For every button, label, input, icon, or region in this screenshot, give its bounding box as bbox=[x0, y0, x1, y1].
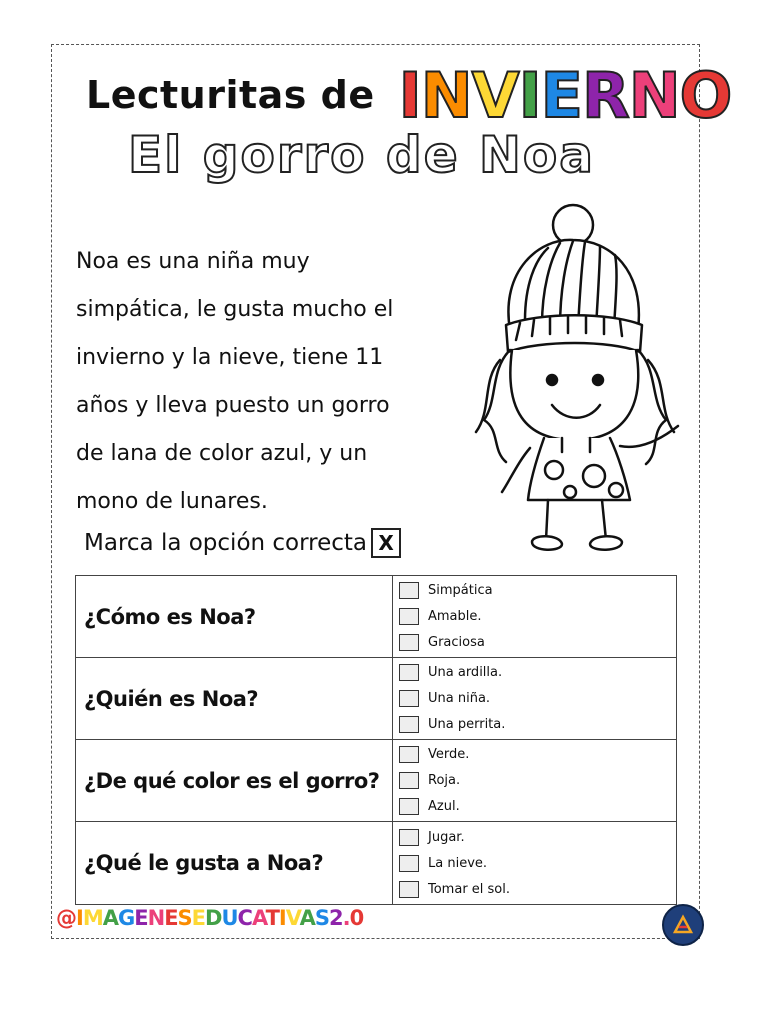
brand-letter: I bbox=[278, 906, 286, 930]
answer-checkbox[interactable] bbox=[399, 664, 419, 681]
option-label: Roja. bbox=[428, 773, 461, 788]
question-cell: ¿Cómo es Noa? bbox=[76, 576, 393, 657]
title-letter: V bbox=[471, 58, 519, 132]
answer-checkbox[interactable] bbox=[399, 582, 419, 599]
option-item[interactable] bbox=[399, 850, 676, 876]
answer-checkbox[interactable] bbox=[399, 746, 419, 763]
title-letter: R bbox=[582, 58, 629, 132]
option-label: Simpática bbox=[428, 583, 493, 598]
table-row bbox=[76, 658, 676, 740]
story-line: años y lleva puesto un gorro bbox=[76, 393, 390, 418]
answer-checkbox[interactable] bbox=[399, 829, 419, 846]
options-cell bbox=[393, 576, 676, 657]
story-line: simpática, le gusta mucho el bbox=[76, 297, 394, 322]
story-text bbox=[76, 238, 456, 526]
title-letter: I bbox=[398, 58, 421, 132]
story-line: invierno y la nieve, tiene 11 bbox=[76, 345, 384, 370]
title-letter: I bbox=[518, 58, 541, 132]
question-cell: ¿Qué le gusta a Noa? bbox=[76, 822, 393, 904]
brand-letter: S bbox=[314, 906, 329, 930]
brand-letter: N bbox=[147, 906, 165, 930]
question-cell: ¿De qué color es el gorro? bbox=[76, 740, 393, 821]
option-item[interactable] bbox=[399, 686, 676, 712]
option-label: Azul. bbox=[428, 799, 460, 814]
answer-checkbox[interactable] bbox=[399, 716, 419, 733]
story-line: Noa es una niña muy bbox=[76, 249, 310, 274]
option-item[interactable] bbox=[399, 794, 676, 820]
option-item[interactable] bbox=[399, 742, 676, 768]
x-mark-box: X bbox=[371, 528, 401, 558]
title-letter: N bbox=[420, 58, 472, 132]
option-item[interactable] bbox=[399, 660, 676, 686]
title-lead: Lecturitas de bbox=[86, 73, 375, 117]
answer-checkbox[interactable] bbox=[399, 798, 419, 815]
answer-checkbox[interactable] bbox=[399, 855, 419, 872]
page-title bbox=[86, 55, 731, 135]
option-label: La nieve. bbox=[428, 855, 488, 871]
brand-letter: D bbox=[205, 906, 222, 930]
brand-logo-icon bbox=[662, 904, 704, 946]
title-invierno bbox=[399, 59, 732, 132]
title-letter: N bbox=[628, 58, 680, 132]
brand-letter: E bbox=[164, 906, 178, 930]
table-row bbox=[76, 576, 676, 658]
option-item[interactable] bbox=[399, 712, 676, 738]
option-item[interactable] bbox=[399, 578, 676, 604]
answer-checkbox[interactable] bbox=[399, 690, 419, 707]
brand-letter: S bbox=[177, 906, 192, 930]
answer-checkbox[interactable] bbox=[399, 608, 419, 625]
brand-letter: T bbox=[265, 906, 279, 930]
answer-checkbox[interactable] bbox=[399, 772, 419, 789]
brand-letter: M bbox=[82, 906, 103, 930]
brand-letter: U bbox=[221, 906, 238, 930]
brand-letter: I bbox=[76, 906, 83, 930]
option-item[interactable] bbox=[399, 768, 676, 794]
girl-illustration bbox=[470, 200, 690, 570]
table-row bbox=[76, 740, 676, 822]
brand-letter: A bbox=[299, 906, 315, 930]
answer-checkbox[interactable] bbox=[399, 634, 419, 651]
brand-watermark bbox=[56, 906, 363, 930]
option-label: Una niña. bbox=[428, 691, 491, 706]
instruction-text: Marca la opción correcta bbox=[84, 530, 368, 556]
option-label: Tomar el sol. bbox=[428, 881, 511, 897]
instruction bbox=[84, 528, 401, 558]
brand-letter: 0 bbox=[349, 906, 364, 930]
option-item[interactable] bbox=[399, 824, 676, 850]
option-item[interactable] bbox=[399, 604, 676, 630]
question-cell: ¿Quién es Noa? bbox=[76, 658, 393, 739]
brand-letter: . bbox=[342, 906, 350, 930]
quiz-table bbox=[75, 575, 677, 905]
story-line: de lana de color azul, y un bbox=[76, 441, 368, 466]
brand-letter: @ bbox=[56, 906, 76, 930]
brand-letter: 2 bbox=[328, 906, 343, 930]
story-line: mono de lunares. bbox=[76, 489, 268, 514]
options-cell bbox=[393, 740, 676, 821]
brand-letter: E bbox=[191, 906, 206, 930]
options-cell bbox=[393, 658, 676, 739]
option-label: Amable. bbox=[428, 609, 482, 624]
option-label: Una ardilla. bbox=[428, 665, 503, 680]
option-item[interactable] bbox=[399, 876, 676, 902]
brand-letter: C bbox=[237, 906, 252, 930]
answer-checkbox[interactable] bbox=[399, 881, 419, 898]
option-label: Una perrita. bbox=[428, 717, 506, 732]
option-label: Graciosa bbox=[428, 635, 485, 650]
options-cell bbox=[393, 822, 676, 904]
brand-letter: A bbox=[102, 906, 118, 930]
option-label: Verde. bbox=[428, 747, 470, 762]
brand-letter: E bbox=[134, 906, 148, 930]
story-subtitle: El gorro de Noa bbox=[128, 126, 595, 184]
brand-letter: V bbox=[285, 906, 300, 930]
option-item[interactable] bbox=[399, 630, 676, 656]
brand-letter: G bbox=[118, 906, 135, 930]
title-letter: O bbox=[679, 58, 732, 132]
title-letter: E bbox=[540, 58, 583, 132]
table-row bbox=[76, 822, 676, 904]
brand-letter: A bbox=[251, 906, 266, 930]
option-label: Jugar. bbox=[428, 829, 465, 845]
